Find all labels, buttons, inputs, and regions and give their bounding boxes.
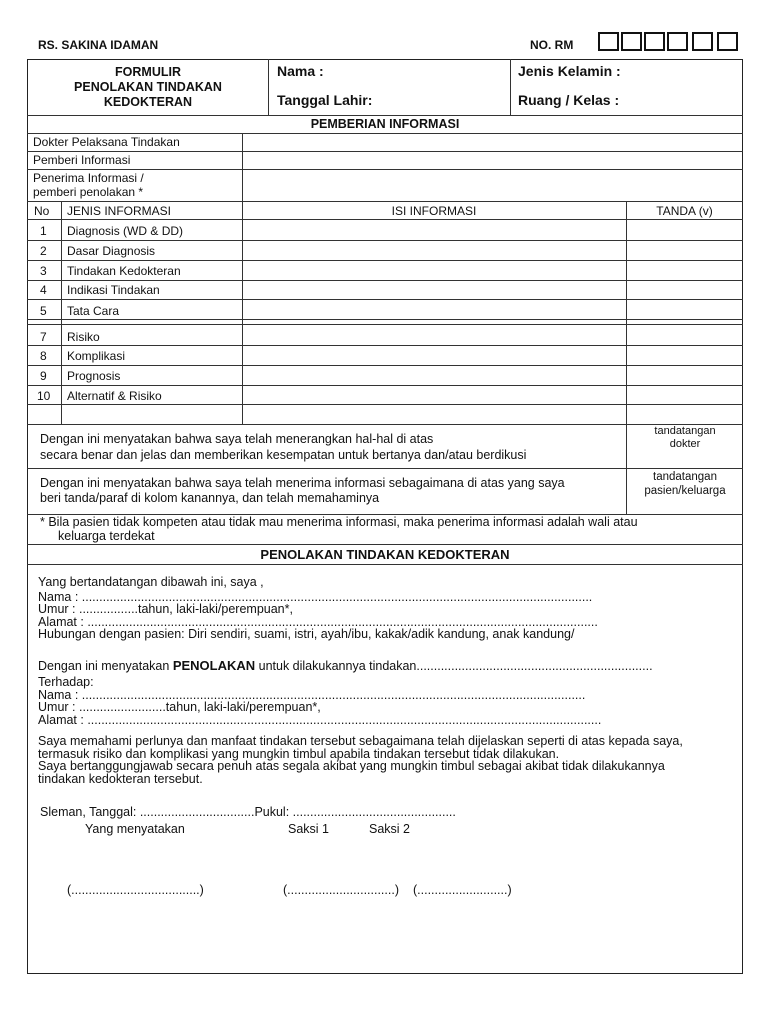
row-label: Komplikasi — [67, 349, 126, 363]
row-label: Alternatif & Risiko — [67, 389, 162, 403]
sign-label-line: pasien/keluarga — [644, 485, 726, 497]
rm-digit-box[interactable] — [667, 32, 688, 51]
section-title-penolakan: PENOLAKAN TINDAKAN KEDOKTERAN — [260, 547, 510, 562]
divider — [27, 201, 743, 202]
penolakan-identity — [38, 576, 598, 641]
signature-declarant[interactable]: (.....................................) — [67, 883, 204, 897]
divider — [27, 280, 743, 281]
rm-digit-box[interactable] — [692, 32, 713, 51]
row-label: Risiko — [67, 330, 100, 344]
umur-field[interactable]: Umur : .................tahun, laki-laki/perempuan*, — [38, 602, 293, 616]
nama-field[interactable]: Nama : ................................................................................................................................................... — [38, 589, 593, 604]
row-label: Indikasi Tindakan — [67, 283, 160, 297]
divider — [242, 201, 243, 424]
footnote — [40, 515, 638, 543]
field-dokter-label: Dokter Pelaksana Tindakan — [33, 135, 180, 149]
yang-menyatakan-label: Yang menyatakan — [85, 822, 185, 836]
signature-saksi1[interactable]: (...............................) — [283, 883, 399, 897]
divider — [268, 59, 269, 115]
footnote-line: * Bila pasien tidak kompeten atau tidak mau menerima informasi, maka penerima informasi adalah wali atau — [40, 515, 638, 529]
saksi1-label: Saksi 1 — [288, 822, 329, 836]
divider — [27, 260, 743, 261]
statement-doctor — [40, 431, 526, 463]
divider — [27, 219, 743, 220]
field-penerima-input[interactable] — [243, 170, 742, 201]
statement-line: secara benar dan jelas dan memberikan kesempatan untuk bertanya dan/atau berdikusi — [40, 448, 527, 462]
rm-digit-box[interactable] — [621, 32, 642, 51]
divider — [27, 319, 743, 320]
sign-label-line: dokter — [669, 438, 701, 450]
acknowledgement-paragraph — [38, 735, 683, 785]
paragraph-line: Saya bertanggungjawab secara penuh atas segala akibat yang mungkin timbul sebagai akibat tidak dilakukannya — [38, 759, 665, 773]
divider — [27, 345, 743, 346]
field-pemberi-input[interactable] — [243, 152, 742, 169]
col-jenis-header: JENIS INFORMASI — [67, 204, 172, 218]
field-penerima-label: Penerima Informasi / — [33, 171, 144, 185]
paragraph-line: tindakan kedokteran tersebut. — [38, 771, 203, 786]
row-no: 4 — [40, 283, 47, 297]
terhadap-nama-field[interactable]: Nama : ................................................................................................................................................. — [38, 687, 586, 702]
row-no: 5 — [40, 304, 47, 318]
divider — [61, 201, 62, 424]
col-isi-header: ISI INFORMASI — [391, 204, 477, 218]
row-no: 9 — [40, 369, 47, 383]
hubungan-field[interactable]: Hubungan dengan pasien: Diri sendiri, suami, istri, ayah/ibu, kakak/adik kandung, anak kandung/ — [38, 627, 575, 641]
row-no: 10 — [37, 389, 51, 403]
statement-prefix: Dengan ini menyatakan — [38, 659, 173, 673]
jenis-kelamin-label: Jenis Kelamin : — [518, 63, 621, 79]
divider — [27, 115, 743, 116]
penolakan-statement[interactable] — [38, 658, 653, 673]
field-pemberi-label: Pemberi Informasi — [33, 153, 131, 167]
terhadap-umur-field[interactable]: Umur : .........................tahun, laki-laki/perempuan*, — [38, 700, 321, 714]
row-no: 1 — [40, 224, 47, 238]
terhadap-alamat-field[interactable]: Alamat : .................................................................................................................................................... — [38, 712, 602, 727]
paragraph-line: Saya memahami perlunya dan manfaat tindakan tersebut sebagaimana telah dijelaskan seperti di atas kepada saya, — [38, 734, 683, 748]
col-tanda-header: TANDA (v) — [656, 204, 713, 218]
form-title-line: FORMULIR — [115, 65, 181, 79]
row-no: 3 — [40, 264, 47, 278]
statement-line: Dengan ini menyatakan bahwa saya telah menerima informasi sebagaimana di atas yang saya — [40, 476, 565, 490]
alamat-field[interactable]: Alamat : ................................................................................................................................................... — [38, 614, 598, 629]
divider — [27, 564, 743, 565]
divider — [27, 468, 743, 469]
tanggal-lahir-label: Tanggal Lahir: — [277, 92, 373, 108]
divider — [27, 544, 743, 545]
divider — [27, 365, 743, 366]
row-label: Dasar Diagnosis — [67, 244, 156, 258]
saksi2-label: Saksi 2 — [369, 822, 410, 836]
statement-bold: PENOLAKAN — [172, 658, 256, 673]
sign-patient-label — [627, 470, 743, 498]
divider — [27, 385, 743, 386]
sign-label-line: tandatangan — [653, 471, 717, 483]
form-title — [28, 65, 268, 110]
rm-digit-box[interactable] — [598, 32, 619, 51]
form-title-line: PENOLAKAN TINDAKAN — [74, 80, 222, 94]
field-penerima-label: pemberi penolakan * — [33, 185, 144, 199]
place-date-field[interactable]: Sleman, Tanggal: .................................Pukul: ............................................... — [40, 805, 456, 819]
row-label: Tata Cara — [67, 304, 120, 318]
divider — [626, 201, 627, 424]
intro-text: Yang bertandatangan dibawah ini, saya , — [38, 575, 264, 589]
paragraph-line: termasuk risiko dan komplikasi yang mungkin timbul apabila tindakan tersebut tidak dilakukan. — [38, 746, 560, 761]
form-title-line: KEDOKTERAN — [103, 95, 193, 109]
row-label: Tindakan Kedokteran — [67, 264, 181, 278]
divider — [27, 404, 743, 405]
rm-label: NO. RM — [530, 38, 574, 52]
statement-patient — [40, 476, 565, 506]
row-no: 2 — [40, 244, 47, 258]
sign-label-line: tandatangan — [654, 425, 716, 437]
footnote-line: keluarga terdekat — [58, 529, 155, 543]
row-no: 7 — [40, 330, 47, 344]
rm-digit-box[interactable] — [644, 32, 665, 51]
statement-line: Dengan ini menyatakan bahwa saya telah menerangkan hal-hal di atas — [40, 432, 434, 446]
row-label: Diagnosis (WD & DD) — [67, 224, 184, 238]
rm-digit-box[interactable] — [717, 32, 738, 51]
sign-doctor-label — [627, 425, 743, 451]
section-title-pemberian: PEMBERIAN INFORMASI — [310, 117, 460, 131]
ruang-kelas-label: Ruang / Kelas : — [518, 92, 620, 108]
row-no: 8 — [40, 349, 47, 363]
terhadap-block — [38, 676, 601, 726]
statement-line: beri tanda/paraf di kolom kanannya, dan telah memahaminya — [40, 491, 380, 505]
terhadap-label: Terhadap: — [38, 675, 94, 689]
nama-label: Nama : — [277, 63, 324, 79]
divider — [27, 240, 743, 241]
statement-suffix: untuk dilakukannya tindakan.................................................................... — [255, 659, 653, 673]
signature-saksi2[interactable]: (..........................) — [413, 883, 512, 897]
row-label: Prognosis — [67, 369, 121, 383]
hospital-name: RS. SAKINA IDAMAN — [38, 38, 159, 52]
divider — [27, 324, 743, 325]
divider — [27, 299, 743, 300]
divider — [510, 59, 511, 115]
field-dokter-input[interactable] — [243, 134, 742, 151]
col-no-header: No — [34, 204, 50, 218]
